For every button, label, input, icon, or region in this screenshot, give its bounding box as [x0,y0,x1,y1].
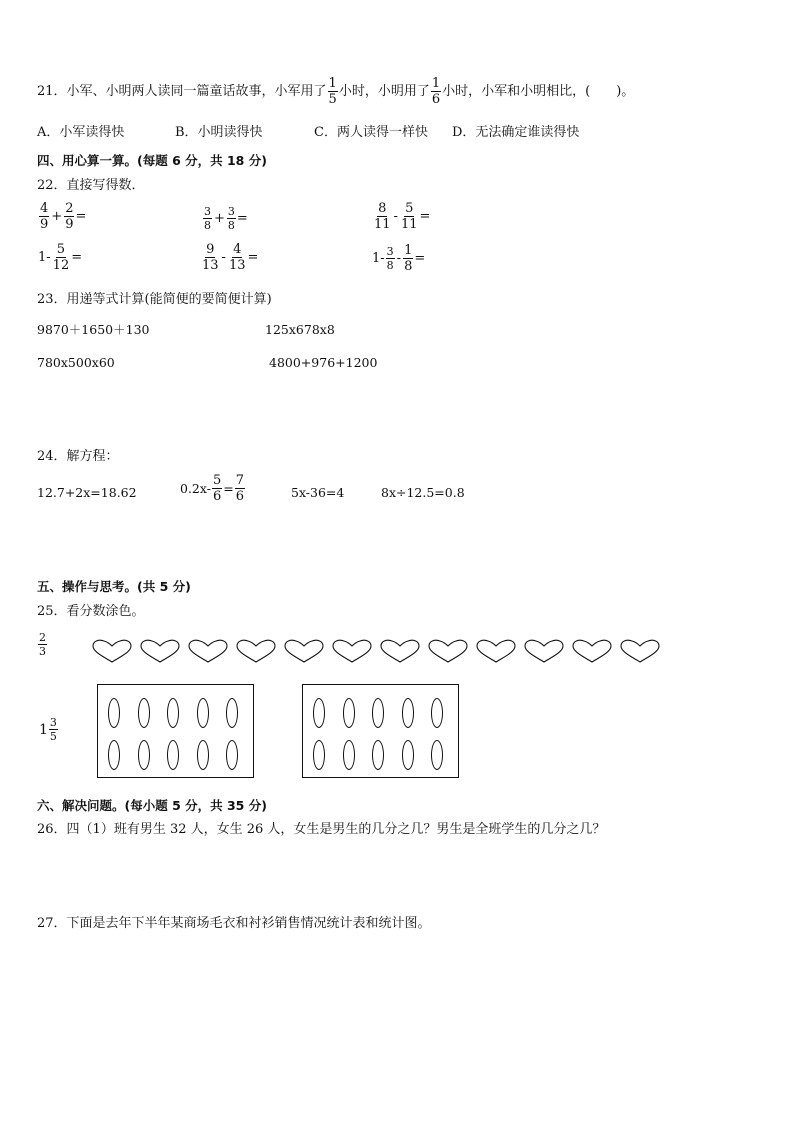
heart-shape[interactable] [573,640,611,662]
heart-shape[interactable] [429,640,467,662]
oval-shape[interactable] [108,698,120,728]
oval-shape[interactable] [108,740,120,770]
oval-shape[interactable] [372,740,384,770]
q24-equation-3: 5x-36=4 [291,485,345,500]
q21-option-b[interactable]: B．小明读得快 [175,125,263,140]
q24-equation-4: 8x÷12.5=0.8 [381,485,465,500]
q21-text-c: 小时，小军和小明相比，( )。 [442,83,635,99]
q21-text-b: 小时，小明用了 [338,83,430,99]
oval-shape[interactable] [138,740,150,770]
section-5-heading: 五、操作与思考。(共 5 分) [37,579,191,594]
q23-item-3: 780x500x60 [37,355,115,370]
heart-shape[interactable] [477,640,515,662]
oval-shape[interactable] [431,740,443,770]
heart-shape[interactable] [525,640,563,662]
heart-shape[interactable] [93,640,131,662]
oval-shape[interactable] [226,698,238,728]
oval-shape[interactable] [372,698,384,728]
q22-expr-6: 1- $\frac{3}{8}$ - $\frac{1}{8}$ = [372,243,426,274]
heart-shape[interactable] [141,640,179,662]
q23-item-2: 125x678x8 [265,322,335,337]
q21-text-a: 21．小军、小明两人读同一篇童话故事，小军用了 [37,83,327,99]
oval-shape[interactable] [402,698,414,728]
q22-title: 22．直接写得数． [37,178,145,193]
heart-shape[interactable] [381,640,419,662]
q25-title: 25．看分数涂色。 [37,604,145,619]
oval-shape[interactable] [313,740,325,770]
oval-shape[interactable] [343,698,355,728]
q24-equation-2: 0.2x- $\frac{5}{6}$ = $\frac{7}{6}$ [180,473,244,504]
q23-item-1: 9870＋1650＋130 [37,322,150,337]
heart-shape[interactable] [237,640,275,662]
oval-shape[interactable] [138,698,150,728]
q22-expr-3: $\frac{8}{11}$ - $\frac{5}{11}$ = [374,201,431,232]
q23-title: 23．用递等式计算(能简便的要简便计算) [37,292,272,307]
q21-option-a[interactable]: A．小军读得快 [37,125,125,140]
section-4-heading: 四、用心算一算。(每题 6 分，共 18 分) [37,153,267,168]
hearts-svg [90,639,660,665]
q22-expr-4: 1- $\frac{5}{12}$ = [38,242,83,273]
oval-shape[interactable] [167,698,179,728]
oval-shape[interactable] [431,698,443,728]
heart-shape[interactable] [285,640,323,662]
q22-expr-5: $\frac{9}{13}$ - $\frac{4}{13}$ = [202,242,259,273]
q22-expr-1: $\frac{4}{9}$ + $\frac{2}{9}$ = [40,201,87,232]
q22-expr-2: $\frac{3}{8}$ + $\frac{3}{8}$ = [204,205,248,232]
q21-fraction-2: $\frac{1}{6}$ [431,76,441,107]
q23-item-4: 4800+976+1200 [269,355,378,370]
oval-shape[interactable] [197,740,209,770]
q25-fraction-two-thirds: $\frac{2}{3}$ [39,631,46,658]
q21-option-c[interactable]: C．两人读得一样快 [314,125,428,140]
oval-shape[interactable] [197,698,209,728]
heart-row [90,639,660,665]
oval-shape[interactable] [343,740,355,770]
oval-shape[interactable] [402,740,414,770]
oval-shape[interactable] [226,740,238,770]
q27-text: 27．下面是去年下半年某商场毛衣和衬衫销售情况统计表和统计图。 [37,916,431,931]
oval-shape[interactable] [167,740,179,770]
q21-option-d[interactable]: D．无法确定谁读得快 [452,125,580,140]
oval-shape[interactable] [313,698,325,728]
q21-fraction-1: $\frac{1}{5}$ [328,76,337,107]
q24-title: 24．解方程： [37,449,119,464]
question-21 [37,77,634,106]
heart-shape[interactable] [333,640,371,662]
q25-mixed-fraction: 1 $\frac{3}{5}$ [39,716,57,743]
q24-equation-1: 12.7+2x=18.62 [37,485,137,500]
section-6-heading: 六、解决问题。(每小题 5 分，共 35 分) [37,798,267,813]
q26-text: 26．四（1）班有男生 32 人，女生 26 人，女生是男生的几分之几？男生是全班学生的几分之几？ [37,822,606,837]
heart-shape[interactable] [621,640,659,662]
heart-shape[interactable] [189,640,227,662]
